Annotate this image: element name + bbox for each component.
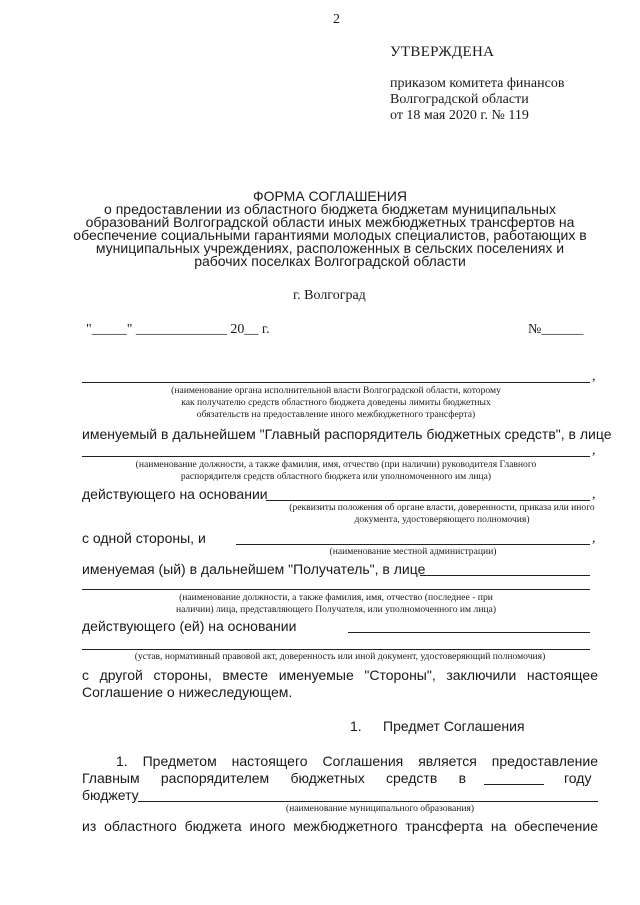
named-recipient-text: именуемая (ый) в дальнейшем "Получатель", в лице <box>82 561 426 577</box>
note-chief-position-line-1: (наименование должности, а также фамилия, имя, отчество (при наличии) руководителя Главного <box>135 459 537 470</box>
comma-2: , <box>592 443 596 458</box>
note-requisites-line-1: (реквизиты положения об органе власти, доверенности, приказа или иного <box>289 502 595 513</box>
acting-on-text: действующего на основании <box>82 486 268 502</box>
form-title: ФОРМА СОГЛАШЕНИЯ <box>252 188 408 204</box>
comma-4: , <box>592 531 596 546</box>
form-subtitle-line-5: рабочих поселках Волгоградской области <box>194 253 466 269</box>
note-chief-line-2: как получателю средств областного бюджета доведены лимиты бюджетных <box>181 397 491 408</box>
recipient-name-line-a <box>420 575 590 576</box>
paragraph-1-line-4: из областного бюджета иного межбюджетного трансферта на обеспечение <box>82 818 598 834</box>
paragraph-1-line-3: бюджету <box>82 787 139 803</box>
chief-name-line <box>82 382 590 383</box>
note-recipient-line-1: (наименование должности, а также фамилия, имя, отчество (последнее - при <box>179 592 493 603</box>
local-admin-line <box>236 544 590 545</box>
date-line: "_____" _____________ 20__ г. <box>86 322 270 337</box>
paragraph-1-line-2a: Главным распорядителем бюджетных средств в <box>82 770 466 786</box>
chief-position-line <box>82 456 590 457</box>
note-charter: (устав, нормативный правовой акт, доверенность или иной документ, удостоверяющий полномочия) <box>134 651 546 662</box>
note-requisites-line-2: документа, удостоверяющего полномочия) <box>354 514 530 525</box>
note-chief-position-line-2: распорядителя средств областного бюджета или уполномоченного им лица) <box>180 471 492 482</box>
approval-line-3: от 18 мая 2020 г. № 119 <box>390 108 529 123</box>
approval-heading: УТВЕРЖДЕНА <box>390 44 495 60</box>
note-municipality: (наименование муниципального образования) <box>285 803 475 814</box>
page-number: 2 <box>333 12 340 27</box>
note-local-admin: (наименование местной администрации) <box>329 546 497 557</box>
section-title: Предмет Соглашения <box>383 718 525 734</box>
paragraph-1-line-1: 1. Предметом настоящего Соглашения является предоставление <box>116 753 598 769</box>
acting-on-2-line <box>348 632 590 633</box>
note-chief-line-1: (наименование органа исполнительной власти Волгоградской области, которому <box>171 385 501 396</box>
recipient-name-line-b <box>82 589 590 590</box>
agreement-number: №______ <box>528 322 584 337</box>
paragraph-1-year: году <box>564 770 592 786</box>
other-side-line-1: с другой стороны, вместе именуемые "Стороны", заключили настоящее <box>82 667 598 683</box>
approval-line-2: Волгоградской области <box>390 92 529 107</box>
named-chief-text: именуемый в дальнейшем "Главный распорядитель бюджетных средств", в лице <box>82 426 612 442</box>
approval-line-1: приказом комитета финансов <box>390 76 565 91</box>
city: г. Волгоград <box>293 288 366 303</box>
form-subtitle-line-2: образований Волгоградской области иных межбюджетных трансфертов на <box>85 214 575 230</box>
one-side-text: с одной стороны, и <box>82 530 206 546</box>
note-recipient-line-2: наличии) лица, представляющего Получателя, или уполномоченного им лица) <box>175 604 497 615</box>
municipality-line <box>138 801 598 802</box>
year-line <box>484 784 544 785</box>
acting-on-2-line-b <box>82 649 590 650</box>
other-side-line-2: Соглашение о нижеследующем. <box>82 684 293 700</box>
note-chief-line-3: обязательств на предоставление иного межбюджетного трансферта) <box>196 409 476 420</box>
form-subtitle-line-3: обеспечение социальными гарантиями молодых специалистов, работающих в <box>73 227 587 243</box>
form-subtitle-line-4: муниципальных учреждениях, расположенных в сельских поселениях и <box>95 240 565 256</box>
acting-on-2-text: действующего (ей) на основании <box>82 618 297 634</box>
acting-on-line <box>266 500 590 501</box>
form-subtitle-line-1: о предоставлении из областного бюджета бюджетам муниципальных <box>104 201 556 217</box>
comma-1: , <box>592 369 596 384</box>
comma-3: , <box>592 487 596 502</box>
section-number: 1. <box>350 718 362 734</box>
